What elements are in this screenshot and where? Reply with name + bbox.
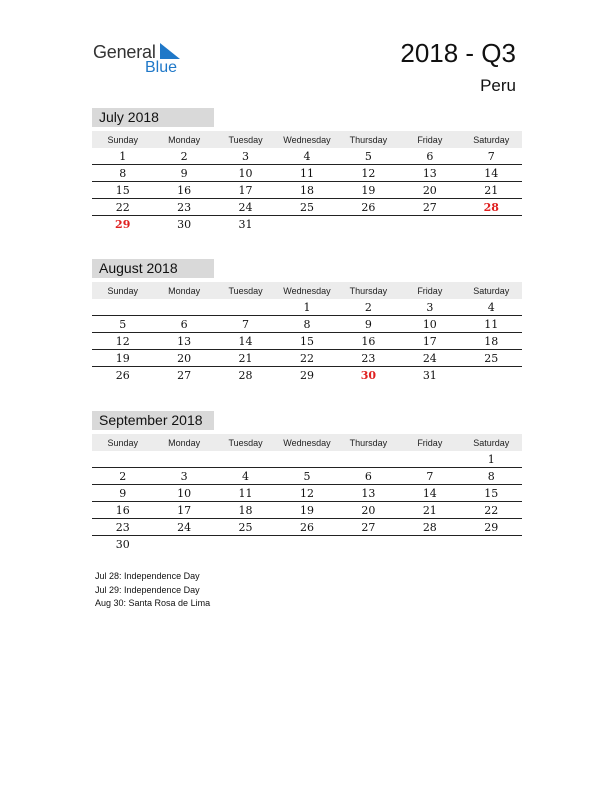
day-cell: 13 (153, 333, 214, 350)
day-cell: 17 (399, 333, 460, 350)
week-row (92, 148, 522, 165)
weekday-header: Wednesday (276, 131, 337, 148)
day-cell: 19 (338, 182, 399, 199)
day-cell: 2 (153, 148, 214, 165)
week-row (92, 468, 522, 485)
week-row (92, 451, 522, 468)
day-cell: 21 (461, 182, 522, 199)
day-cell: 26 (115, 368, 130, 382)
day-cell: 25 (215, 519, 276, 536)
weekday-header: Thursday (338, 282, 399, 299)
day-cell: 10 (153, 485, 214, 502)
weekday-header-row (92, 131, 522, 148)
day-cell: 30 (360, 368, 377, 382)
day-cell: 6 (399, 148, 460, 165)
day-cell: 20 (399, 182, 460, 199)
weekday-header: Monday (153, 282, 214, 299)
day-cell: 18 (215, 502, 276, 519)
day-cell: 18 (276, 182, 337, 199)
day-cell: 6 (153, 316, 214, 333)
country-name: Peru (480, 76, 516, 95)
day-cell: 24 (215, 199, 276, 216)
week-row (92, 299, 522, 316)
day-cell (276, 536, 337, 553)
day-cell: 16 (153, 182, 214, 199)
day-cell: 12 (338, 165, 399, 182)
day-cell: 27 (177, 368, 192, 382)
day-cell: 4 (215, 468, 276, 485)
day-cell: 29 (299, 368, 314, 382)
month-block-august (92, 259, 522, 383)
day-cell: 26 (338, 199, 399, 216)
day-cell: 8 (461, 468, 522, 485)
day-cell: 31 (238, 217, 253, 231)
week-row (92, 216, 522, 233)
day-cell: 17 (153, 502, 214, 519)
weekday-header: Sunday (92, 131, 153, 148)
day-cell: 16 (92, 502, 153, 519)
day-cell: 5 (92, 316, 153, 333)
day-cell: 3 (399, 299, 460, 316)
day-cell: 24 (153, 519, 214, 536)
week-row (92, 485, 522, 502)
day-cell: 8 (276, 316, 337, 333)
day-cell: 5 (338, 148, 399, 165)
day-cell: 17 (215, 182, 276, 199)
day-cell: 15 (92, 182, 153, 199)
day-cell: 1 (92, 148, 153, 165)
weekday-header: Wednesday (276, 434, 337, 451)
day-cell: 23 (153, 199, 214, 216)
day-cell: 2 (338, 299, 399, 316)
day-cell: 3 (153, 468, 214, 485)
month-block-july (92, 108, 522, 232)
weekday-header: Wednesday (276, 282, 337, 299)
month-block-september (92, 411, 522, 552)
day-cell: 23 (92, 519, 153, 536)
page-title: 2018 - Q3 (400, 38, 516, 68)
weekday-header: Saturday (461, 434, 522, 451)
day-cell: 9 (92, 485, 153, 502)
calendar-table (92, 131, 522, 232)
day-cell: 15 (276, 333, 337, 350)
day-cell (153, 451, 214, 468)
day-cell: 9 (153, 165, 214, 182)
day-cell (399, 536, 460, 553)
day-cell: 2 (92, 468, 153, 485)
day-cell: 3 (215, 148, 276, 165)
day-cell: 20 (153, 350, 214, 367)
weekday-header: Tuesday (215, 282, 276, 299)
holiday-notes (95, 570, 210, 611)
weekday-header-row (92, 434, 522, 451)
day-cell (338, 216, 399, 233)
day-cell: 16 (338, 333, 399, 350)
day-cell (338, 536, 399, 553)
day-cell: 14 (215, 333, 276, 350)
day-cell: 11 (215, 485, 276, 502)
weekday-header: Thursday (338, 434, 399, 451)
day-cell: 21 (215, 350, 276, 367)
day-cell: 28 (399, 519, 460, 536)
day-cell: 27 (338, 519, 399, 536)
day-cell: 18 (461, 333, 522, 350)
week-row (92, 199, 522, 216)
logo-general-text: General (93, 42, 156, 62)
holiday-note: Jul 28: Independence Day (95, 571, 200, 581)
day-cell (461, 367, 522, 384)
day-cell: 7 (215, 316, 276, 333)
day-cell: 4 (276, 148, 337, 165)
day-cell: 10 (399, 316, 460, 333)
weekday-header-row (92, 282, 522, 299)
day-cell (399, 216, 460, 233)
day-cell: 5 (276, 468, 337, 485)
day-cell: 28 (461, 199, 522, 216)
day-cell: 11 (461, 316, 522, 333)
weekday-header: Friday (399, 131, 460, 148)
day-cell (276, 216, 337, 233)
day-cell: 22 (92, 199, 153, 216)
day-cell: 19 (276, 502, 337, 519)
day-cell: 20 (338, 502, 399, 519)
holiday-note: Aug 30: Santa Rosa de Lima (95, 598, 211, 608)
week-row (92, 165, 522, 182)
week-row (92, 536, 522, 553)
month-title: September 2018 (92, 411, 214, 430)
weekday-header: Sunday (92, 282, 153, 299)
day-cell: 12 (92, 333, 153, 350)
day-cell (215, 536, 276, 553)
weekday-header: Saturday (461, 131, 522, 148)
day-cell (215, 299, 276, 316)
day-cell: 29 (115, 217, 131, 231)
day-cell: 7 (461, 148, 522, 165)
week-row (92, 316, 522, 333)
day-cell: 4 (461, 299, 522, 316)
day-cell (461, 216, 522, 233)
weekday-header: Tuesday (215, 131, 276, 148)
day-cell (338, 451, 399, 468)
day-cell: 28 (238, 368, 253, 382)
day-cell: 27 (399, 199, 460, 216)
day-cell: 25 (276, 199, 337, 216)
weekday-header: Sunday (92, 434, 153, 451)
day-cell: 8 (92, 165, 153, 182)
week-row (92, 502, 522, 519)
month-title: July 2018 (92, 108, 214, 127)
day-cell: 10 (215, 165, 276, 182)
week-row (92, 333, 522, 350)
week-row (92, 519, 522, 536)
day-cell: 12 (276, 485, 337, 502)
day-cell: 13 (338, 485, 399, 502)
day-cell (276, 451, 337, 468)
day-cell: 31 (422, 368, 437, 382)
day-cell (92, 451, 153, 468)
week-row (92, 182, 522, 199)
day-cell: 23 (338, 350, 399, 367)
weekday-header: Friday (399, 282, 460, 299)
logo-triangle-icon (160, 43, 180, 59)
day-cell: 13 (399, 165, 460, 182)
day-cell (399, 451, 460, 468)
day-cell: 29 (461, 519, 522, 536)
day-cell: 1 (461, 451, 522, 468)
week-row (92, 350, 522, 367)
calendar-table (92, 434, 522, 552)
weekday-header: Friday (399, 434, 460, 451)
weekday-header: Thursday (338, 131, 399, 148)
logo (93, 40, 193, 80)
logo-blue-text: Blue (145, 59, 178, 76)
day-cell: 25 (461, 350, 522, 367)
day-cell (215, 451, 276, 468)
day-cell: 9 (338, 316, 399, 333)
day-cell: 11 (276, 165, 337, 182)
weekday-header: Saturday (461, 282, 522, 299)
weekday-header: Monday (153, 434, 214, 451)
day-cell: 21 (399, 502, 460, 519)
weekday-header: Monday (153, 131, 214, 148)
month-title: August 2018 (92, 259, 214, 278)
day-cell: 14 (399, 485, 460, 502)
day-cell: 15 (461, 485, 522, 502)
day-cell (461, 536, 522, 553)
day-cell: 24 (399, 350, 460, 367)
day-cell (153, 299, 214, 316)
day-cell (153, 536, 214, 553)
week-row (92, 367, 522, 384)
holiday-note: Jul 29: Independence Day (95, 584, 200, 595)
day-cell: 22 (461, 502, 522, 519)
day-cell: 1 (276, 299, 337, 316)
day-cell: 30 (177, 217, 192, 231)
calendar-table (92, 282, 522, 383)
day-cell: 30 (115, 537, 130, 551)
day-cell (92, 299, 153, 316)
day-cell: 22 (276, 350, 337, 367)
day-cell: 14 (461, 165, 522, 182)
day-cell: 19 (92, 350, 153, 367)
day-cell: 26 (276, 519, 337, 536)
day-cell: 7 (399, 468, 460, 485)
weekday-header: Tuesday (215, 434, 276, 451)
day-cell: 6 (338, 468, 399, 485)
